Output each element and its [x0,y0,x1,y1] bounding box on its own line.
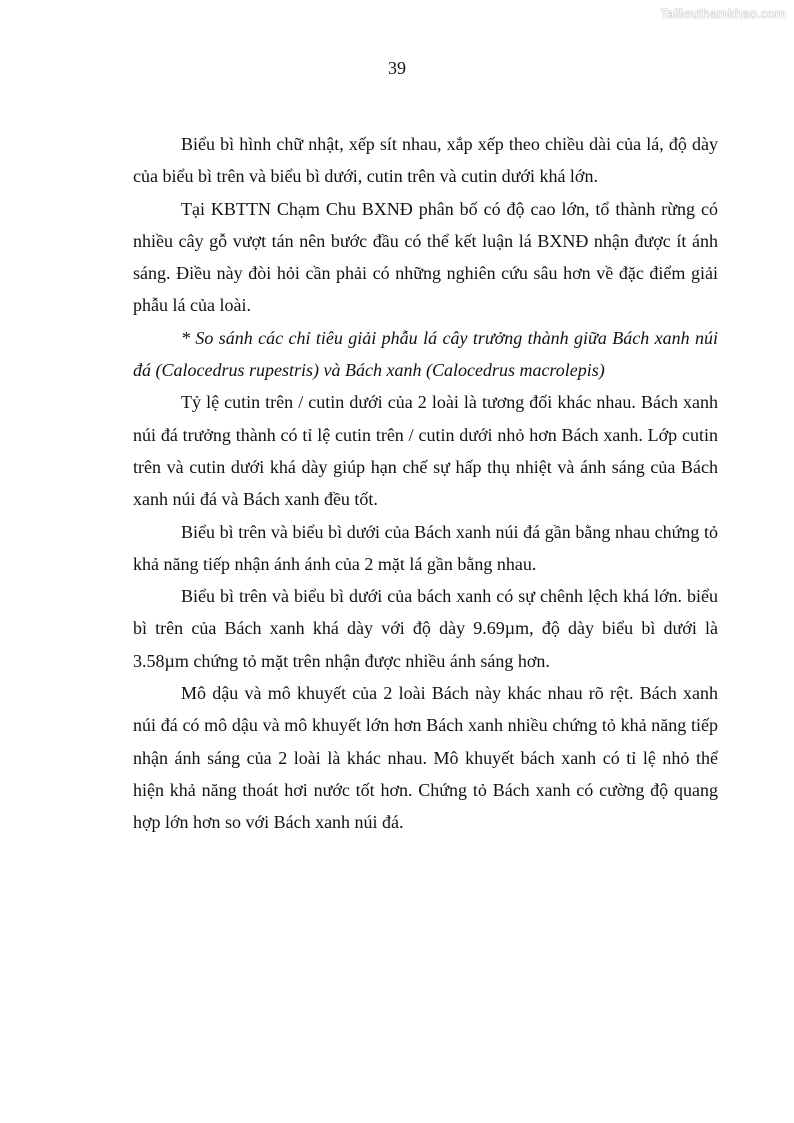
paragraph-rupestris-epidermis: Biểu bì trên và biểu bì dưới của Bách xanh núi đá gần bằng nhau chứng tỏ khả năng tiếp nhận ánh ánh của 2 mặt lá gần bằng nhau. [133,521,718,574]
watermark: Tailieuthamkhao.com [660,6,786,21]
paragraph-epidermis-shape: Biểu bì hình chữ nhật, xếp sít nhau, xắp xếp theo chiều dài của lá, độ dày của biểu bì trên và biểu bì dưới, cutin trên và cutin dưới khá lớn. [133,134,718,187]
paragraph-cutin-ratio: Tỷ lệ cutin trên / cutin dưới của 2 loài là tương đối khác nhau. Bách xanh núi đá trưởng thành có tỉ lệ cutin trên / cutin dưới nhỏ hơn Bách xanh. Lớp cutin trên và cutin dưới khá dày giúp hạn chế sự hấp thụ nhiệt và ánh sáng của Bách xanh núi đá và Bách xanh đều tốt. [133,392,718,510]
page-number: 39 [388,58,406,78]
paragraph-mesophyll: Mô dậu và mô khuyết của 2 loài Bách này khác nhau rõ rệt. Bách xanh núi đá có mô dậu và mô khuyết lớn hơn Bách xanh nhiều chứng tỏ khả năng tiếp nhận ánh sáng của 2 loài là khác nhau. Mô khuyết bách xanh có tỉ lệ nhỏ thể hiện khả năng thoát hơi nước tốt hơn. Chứng tỏ Bách xanh có cường độ quang hợp lớn hơn so với Bách xanh núi đá. [133,683,718,833]
paragraph-chamchu-distribution: Tại KBTTN Chạm Chu BXNĐ phân bố có độ cao lớn, tổ thành rừng có nhiều cây gỗ vượt tán nên bước đầu có thể kết luận lá BXNĐ nhận được ít ánh sáng. Điều này đòi hỏi cần phải có những nghiên cứu sâu hơn về đặc điểm giải phẫu lá của loài. [133,198,718,316]
document-body [133,128,718,839]
paragraph-macrolepis-epidermis: Biểu bì trên và biểu bì dưới của bách xanh có sự chênh lệch khá lớn. biểu bì trên của Bách xanh khá dày với độ dày 9.69µm, độ dày biểu bì dưới là 3.58µm chứng tỏ mặt trên nhận được nhiều ánh sáng hơn. [133,586,718,671]
section-heading-comparison: * So sánh các chỉ tiêu giải phẫu lá cây trưởng thành giữa Bách xanh núi đá (Calocedrus rupestris) và Bách xanh (Calocedrus macrolepis) [133,327,718,381]
